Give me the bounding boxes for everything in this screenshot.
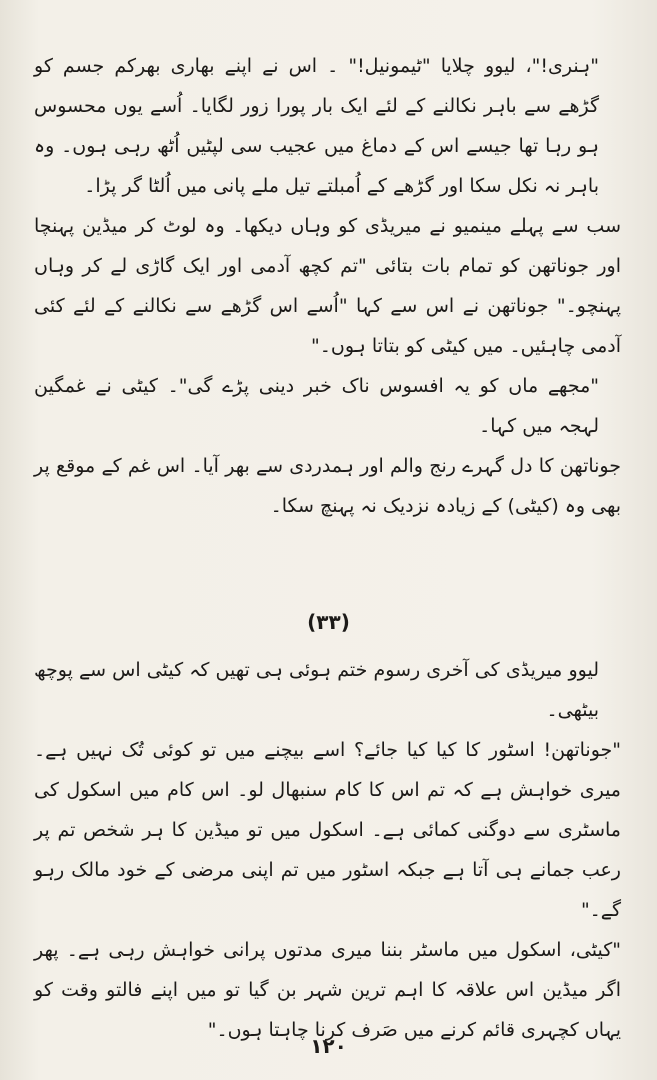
page-number: ۱۲۰ xyxy=(310,1034,347,1058)
paragraph: لیوو میریڈی کی آخری رسوم ختم ہوئی ہی تھیں کہ کیٹی اس سے پوچھ بیٹھی۔ xyxy=(34,659,599,721)
paragraph: "مجھے ماں کو یہ افسوس ناک خبر دینی پڑے گی"۔ کیٹی نے غمگین لہجہ میں کہا۔ xyxy=(34,375,599,437)
paragraph: "جوناتھن! اسٹور کا کیا کیا جائے؟ اسے بیچنے میں تو کوئی تُک نہیں ہے۔ میری خواہش ہے کہ تم اس کا کام سنبھال لو۔ اس کام میں اسکول کی ماسٹری سے دوگنی کمائی ہے۔ اسکول میں تو میڈین کا ہر شخص تم پر رعب جمانے ہی آتا ہے جبکہ اسٹور میں تم اپنی مرضی کے خود مالک رہو گے۔" xyxy=(34,739,621,921)
chapter-number: (۳۳) xyxy=(307,610,350,634)
paragraph: "کیٹی، اسکول میں ماسٹر بننا میری مدتوں پرانی خواہش رہی ہے۔ پھر اگر میڈین اس علاقہ کا اہم ترین شہر بن گیا تو میں اپنے فالتو وقت کو یہاں کچہری قائم کرنے میں صَرف کرنا چاہتا ہوں۔" xyxy=(34,939,621,1041)
top-text-block xyxy=(34,46,621,526)
paragraph: "ہنری!"، لیوو چلایا "ٹیمونیل!" ۔ اس نے اپنے بھاری بھرکم جسم کو گڑھے سے باہر نکالنے کے لئے ایک بار پورا زور لگایا۔ اُسے یوں محسوس ہو رہا تھا جیسے اس کے دماغ میں عجیب سی لپٹیں اُٹھ رہی ہوں۔ وہ باہر نہ نکل سکا اور گڑھے کے اُمبلتے تیل ملے پانی میں اُلٹا گر پڑا۔ xyxy=(34,55,599,197)
bottom-text-block xyxy=(34,650,621,1050)
paragraph: جوناتھن کا دل گہرے رنج والم اور ہمدردی سے بھر آیا۔ اس غم کے موقع پر بھی وہ (کیٹی) کے زیادہ نزدیک نہ پہنچ سکا۔ xyxy=(34,455,621,517)
paragraph: سب سے پہلے مینمیو نے میریڈی کو وہاں دیکھا۔ وہ لوٹ کر میڈین پہنچا اور جوناتھن کو تمام بات بتائی "تم کچھ آدمی اور ایک گاڑی لے کر وہاں پہنچو۔" جوناتھن نے اس سے کہا "اُسے اس گڑھے سے نکالنے کے لئے کئی آدمی چاہئیں۔ میں کیٹی کو بتاتا ہوں۔" xyxy=(34,215,621,357)
